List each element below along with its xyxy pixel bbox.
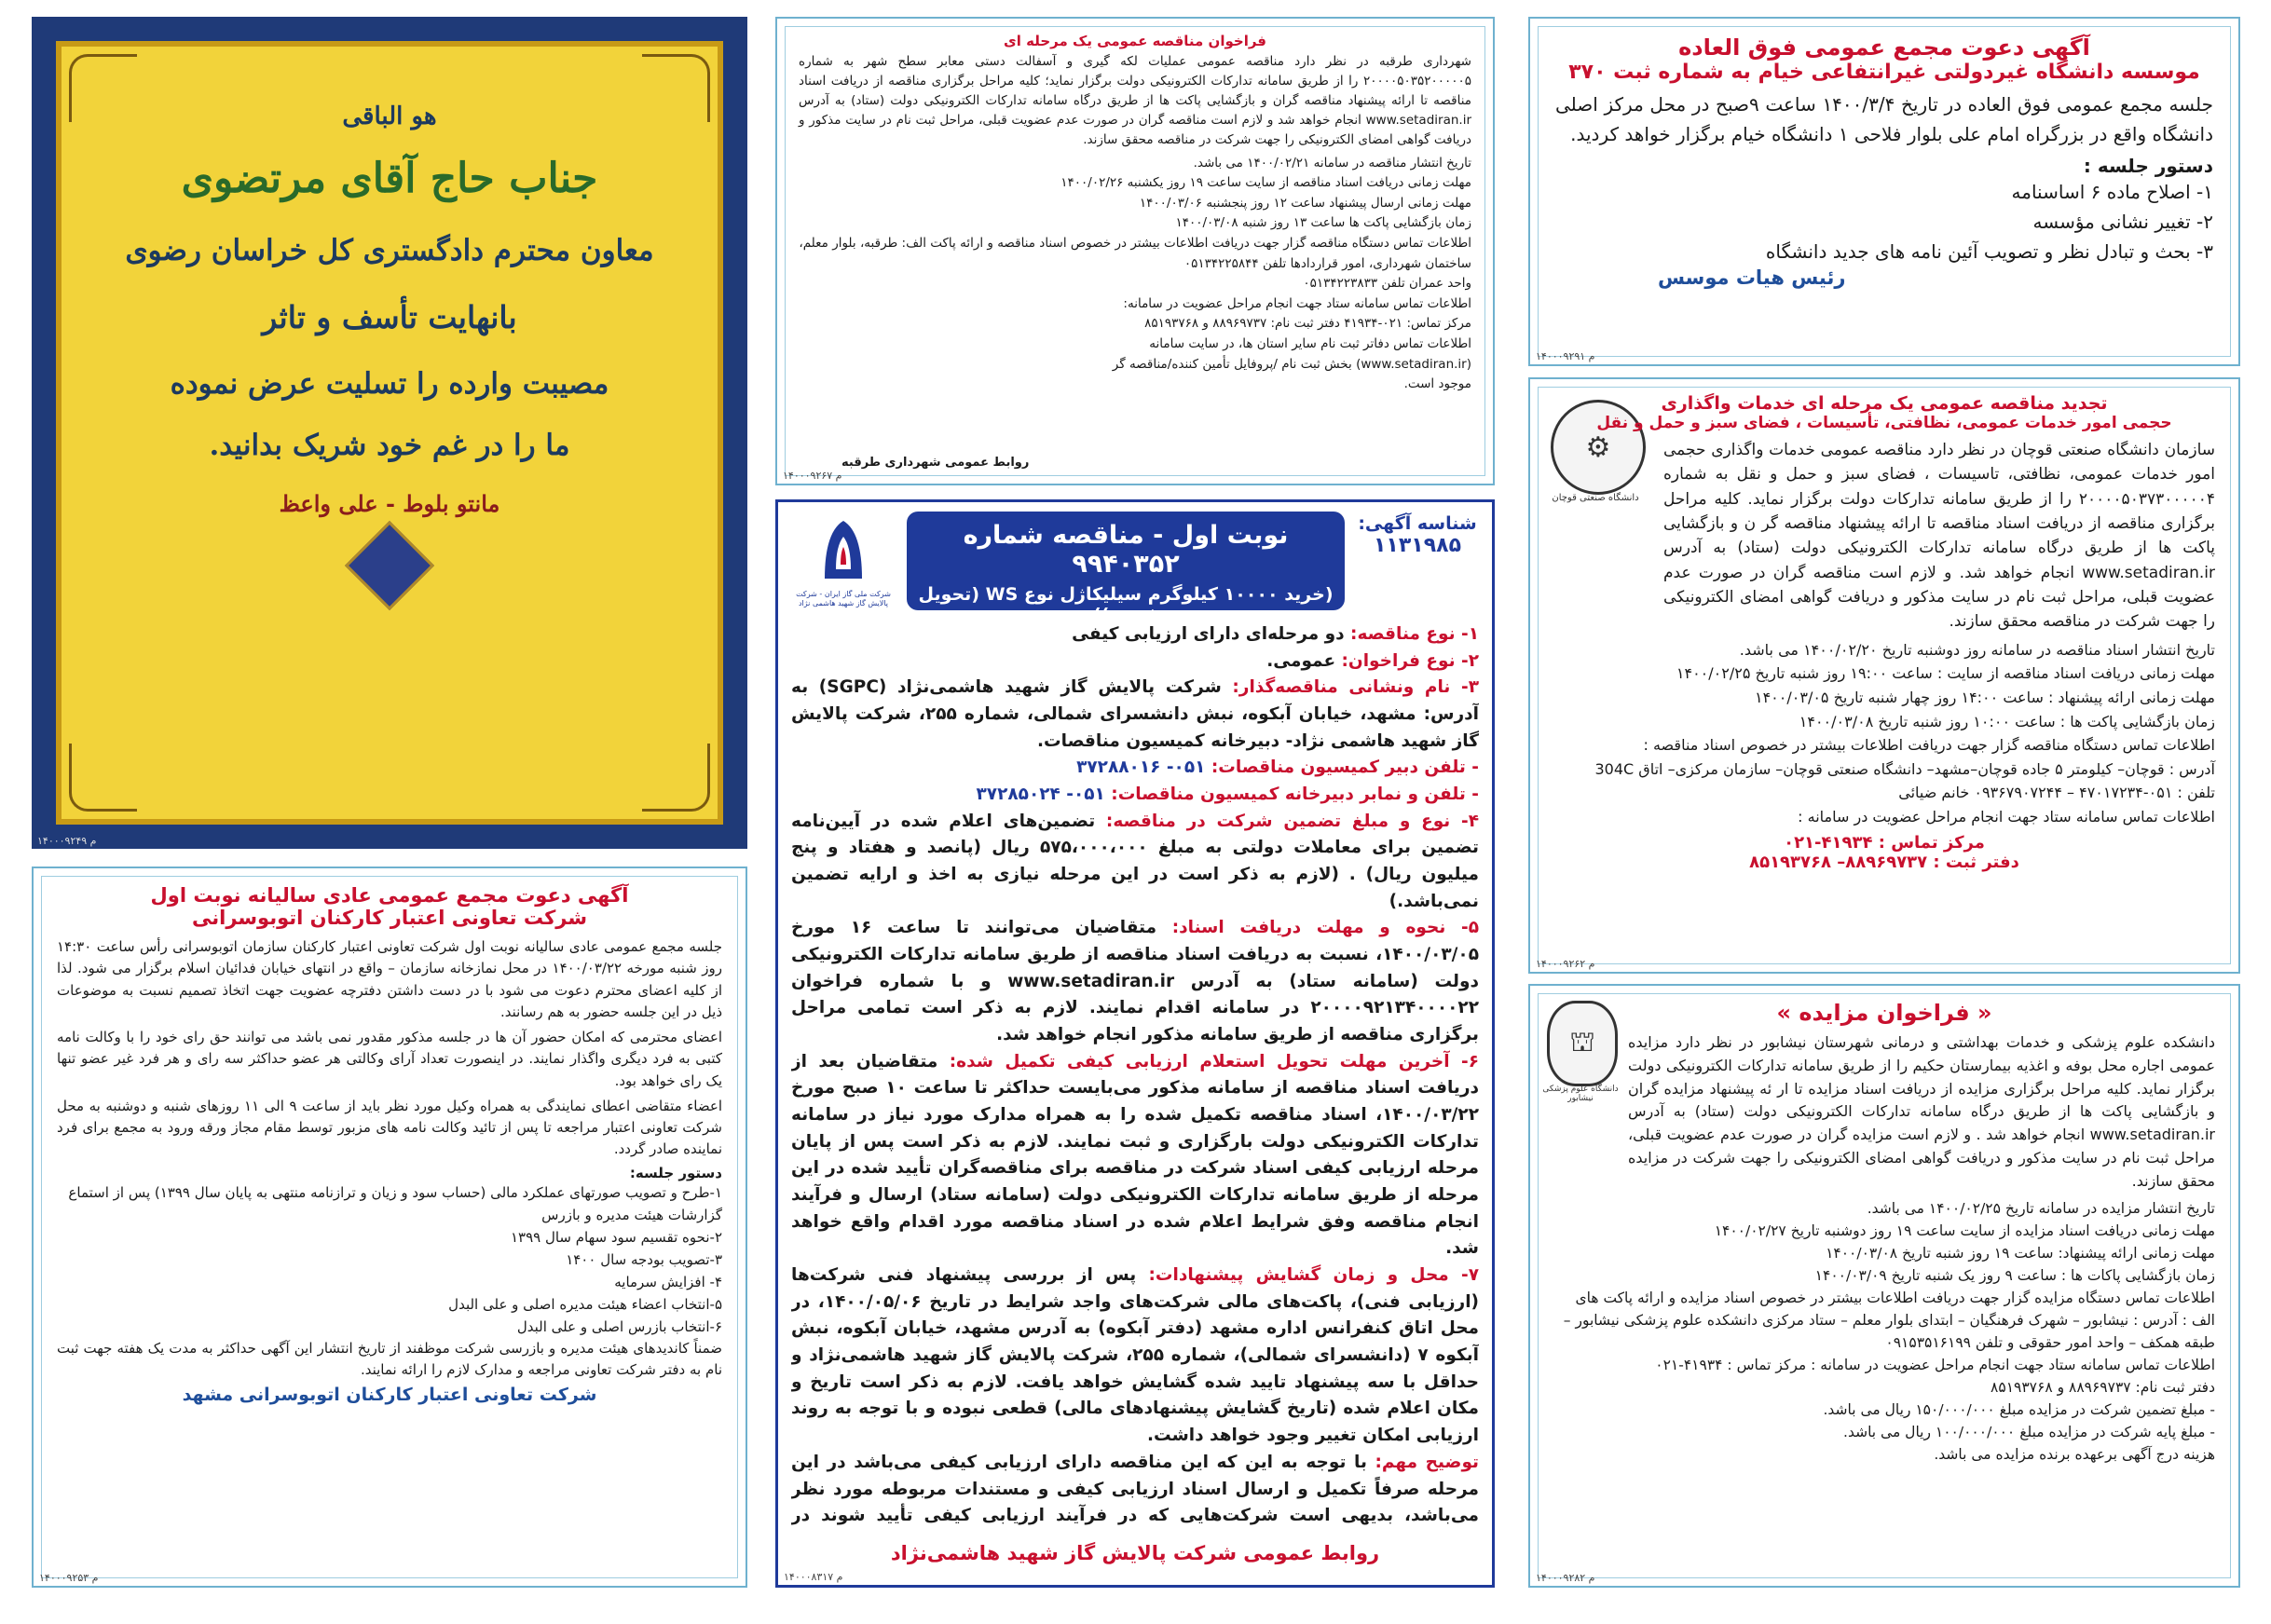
ad-line: اطلاعات تماس سامانه ستاد جهت انجام مراحل عضویت در سامانه : (1798, 807, 2215, 826)
tender-item: ۷- محل و زمان گشایش پیشنهادات: پس از بررسی پیشنهاد فنی شرکت‌ها (ارزیابی فنی)، پاکت‌های مالی شرکت‌های واجد شرایط در تاریخ ۱۴۰۰/۰۵/۰۶، در محل اتاق کنفرانس اداره مشهد (دفتر آبکوه) به آدرس مشهد، خیابان آبکوه، نبش آبکوه ۷ (دانشسرای شمالی)، شماره ۲۵۵، شرکت پالایش گاز شهید هاشمی‌نژاد و حداقل با سه پیشنهاد تایید شده گشایش خواهد یافت. لازم به ذکر است تاریخ و مکان اعلام شده (تاریخ گشایش پیشنهادهای مالی) قطعی نبوده و با توجه به روند ارزیابی امکان تغییر وجود خواهد داشت. (791, 1265, 1479, 1446)
ad-line: اطلاعات تماس دستگاه مناقصه گزار جهت دریافت اطلاعات بیشتر در خصوص اسناد مناقصه : (1643, 736, 2215, 755)
ad-body: شهرداری طرقبه در نظر دارد مناقصه عمومی عملیات لکه گیری و آسفالت دستی معابر سطح شهر به شماره ۲۰۰۰۰۵۰۳۵۲۰۰۰۰۰۵ را از طریق سامانه تدارکات الکترونیکی دولت برگزار نماید؛ کلیه مراحل برگزاری مناقصه از دریافت اسناد مناقصه تا ارائه پیشنهاد مناقصه گران و بازگشایی پاکت ها از طریق درگاه سامانه تدارکات الکترونیکی دولت (ستاد) به آدرس www.setadiran.ir انجام خواهد شد و لازم است مناقصه گران در صورت عدم عضویت قبلی، مراحل ثبت نام در سایت مذکور و دریافت گواهی امضای الکترونیکی را جهت شرکت در مناقصه محقق سازند. (799, 54, 1471, 147)
ad-title: « فراخوان مزایده » (1776, 1000, 1992, 1026)
gear-logo-icon: ⚙ (1551, 400, 1646, 495)
ad-line: اطلاعات تماس سامانه ستاد جهت انجام مراحل عضویت در سامانه: (1123, 295, 1471, 311)
ad-paragraph: اعضاء متقاضی اعطای نمایندگی به همراه وکیل مورد نظر باید از ساعت ۹ الی ۱۱ روزهای شنبه و دوشنبه به محل شرکت تعاونی اعتبار مراجعه تا پس از تائید وکالت نامه های مزبور توسط مقام مجاز ورقه ورود به مجمع برای فرد نماینده صادر گردد. (57, 1097, 722, 1158)
ornament-corner (642, 54, 710, 122)
ad-line: زمان بازگشایی پاکت ها : ساعت ۱۰:۰۰ روز شنبه تاریخ ۱۴۰۰/۰۳/۰۸ (1799, 712, 2215, 730)
ad-code: ۱۴۰۰۰۸۳۱۷ م (784, 1571, 843, 1583)
ad-code: ۱۴۰۰۰۹۲۹۱ م (1536, 350, 1595, 362)
ad-bus-coop-meeting (32, 867, 747, 1588)
ad-body: جلسه مجمع عمومی فوق العاده در تاریخ ۱۴۰۰/۳/۴ ساعت ۹صبح در محل مرکز اصلی دانشگاه واقع در بزرگراه امام علی بلوار فلاحی ۱ دانشگاه خیام برگزار خواهد کردید. (1555, 93, 2214, 145)
tender-item: ۱- نوع مناقصه: دو مرحله‌ای دارای ارزیابی کیفی (1072, 624, 1479, 644)
logo-caption: دانشگاه صنعتی قوچان (1552, 493, 1639, 503)
tender-item: ۵- نحوه و مهلت دریافت اسناد: متقاضیان می‌توانند تا ساعت ۱۶ مورخ ۱۴۰۰/۰۳/۰۵، نسبت به دریافت اسناد مناقصه از طریق سامانه تدارکات الکترونیکی دولت (سامانه ستاد) به آدرس www.setadiran.ir و با شماره فراخوان ۲۰۰۰۰۹۲۱۳۴۰۰۰۰۲۲ در سامانه اقدام نمایند. لازم به ذکر است تمامی مراحل برگزاری مناقصه از طریق سامانه مذکور انجام خواهد شد. (791, 918, 1479, 1045)
agenda-item: ۵-انتخاب اعضاء هیئت مدیره اصلی و علی البدل (448, 1295, 722, 1313)
ad-code: ۱۴۰۰۰۹۲۴۹ م (37, 835, 97, 847)
ad-subtitle: موسسه دانشگاه غیردولتی غیرانتفاعی خیام به شماره ثبت ۳۷۰ (1568, 61, 2200, 84)
ad-code: ۱۴۰۰۰۹۲۶۷ م (783, 470, 842, 482)
ad-line: آدرس : قوچان– کیلومتر ۵ جاده قوچان–مشهد– دانشگاه صنعتی قوچان– سازمان مرکزی– اتاق 304C (1594, 759, 2215, 778)
ad-title: آگهی دعوت مجمع عمومی فوق العاده (1678, 34, 2090, 61)
ad-line: دفتر ثبت نام: ۸۸۹۶۹۷۳۷ و ۸۵۱۹۳۷۶۸ (1991, 1378, 2215, 1396)
agenda-item: ۴- افزایش سرمایه (614, 1273, 722, 1290)
ad-paragraph: اعضای محترمی که امکان حضور آن ها در جلسه مذکور مقدور نمی باشد می توانند حق رای خود را با وکالت نامه کتبی به فرد دیگری واگذار نمایند. در اینصورت تعداد آرای وکالتی هر عضو حداکثر سه رای و هر فرد غیر عضو تنها یک رای خواهد بود. (57, 1029, 722, 1089)
ad-tarqabe-tender (775, 17, 1495, 485)
ad-title: فراخوان مناقصه عمومی یک مرحله ای (1003, 33, 1266, 49)
tender-item: - تلفن دبیر کمیسیون مناقصات: ۰۵۱- ۳۷۲۸۸۰۱۶ (1076, 757, 1479, 778)
ad-subtitle: حجمی امور خدمات عمومی، نظافتی، تأسیسات ، فضای سبز و حمل و نقل (1596, 414, 2172, 432)
tender-title: نوبت اول - مناقصه شماره ۹۹۴۰۳۵۲ (963, 521, 1289, 579)
signature: روابط عمومی شرکت پالایش گاز شهید هاشمی‌نژاد (890, 1542, 1380, 1564)
agenda-item: ۳-تصویب بودجه سال ۱۴۰۰ (566, 1250, 722, 1268)
contact-line: مرکز تماس : ۴۱۹۳۴-۰۲۱ (1784, 832, 1985, 853)
signature: روابط عمومی شهرداری طرقبه (841, 456, 1030, 470)
notice-id-label: شناسه آگهی: (1358, 513, 1477, 534)
ad-line: مهلت زمانی ارسال پیشنهاد ساعت ۱۲ روز پنجشنبه ۱۴۰۰/۰۳/۰۶ (1139, 195, 1471, 211)
tender-subtitle: (خرید ۱۰۰۰۰ کیلوگرم سیلیکاژل نوع WS (تحویل فوری)) (918, 584, 1334, 625)
agenda-item: ۲-نحوه تقسیم سود سهام سال ۱۳۹۹ (510, 1228, 722, 1246)
tender-item: - تلفن و نمابر دبیرخانه کمیسیون مناقصات: ۰۵۱- ۳۷۲۸۵۰۲۴ (976, 785, 1479, 805)
tender-title-banner (907, 512, 1345, 625)
agenda-item: ۳- بحث و تبادل نظر و تصویب آئین نامه های جدید دانشگاه (1765, 240, 2213, 263)
emblem-icon (345, 521, 434, 610)
ad-line: مهلت زمانی ارائه پیشنهاد : ساعت ۱۴:۰۰ روز چهار شنبه تاریخ ۱۴۰۰/۰۳/۰۵ (1754, 688, 2215, 706)
tender-item: ۶- آخرین مهلت تحویل استعلام ارزیابی کیفی تکمیل شده: متقاضیان بعد از دریافت اسناد مناقصه از سامانه مذکور می‌بایست حداکثر تا ساعت ۱۰ صبح مورخ ۱۴۰۰/۰۳/۲۲، اسناد مناقصه تکمیل شده را به همراه مدارک مورد نیاز در سامانه تدارکات الکترونیکی دولت بارگزاری و ثبت نمایند. لازم به ذکر است پس از پایان مرحله ارزیابی کیفی اسناد شرکت در مناقصه برای مناقصه‌گران تأیید شده در این مرحله از طریق سامانه تدارکات الکترونیکی دولت (سامانه ستاد) ارسال و فرآیند انجام مناقصه وفق شرایط اعلام شده در اسناد مناقصه مورد اقدام واقع خواهد شد. (791, 1051, 1479, 1259)
ad-hasheminejad-tender (775, 499, 1495, 1588)
ad-line: اطلاعات تماس سامانه ستاد جهت انجام مراحل عضویت در سامانه : مرکز تماس : ۴۱۹۳۴-۰۲۱ (1655, 1356, 2215, 1373)
agenda-item: ۲- تغییر نشانی مؤسسه (2032, 211, 2213, 233)
notice-id-value: ۱۱۳۱۹۸۵ (1374, 534, 1461, 557)
signature: رئیس هیات موسس (1658, 266, 1846, 289)
ornament-corner (69, 54, 137, 122)
ornament-corner (69, 744, 137, 812)
ad-line: تاریخ انتشار مناقصه در سامانه ۱۴۰۰/۰۲/۲۱ می باشد. (1193, 155, 1471, 171)
signature: شرکت تعاونی اعتبار کارکنان اتوبوسرانی مشهد (182, 1385, 597, 1405)
contact-line: دفتر ثبت : ۸۸۹۶۹۷۳۷– ۸۵۱۹۳۷۶۸ (1749, 852, 2019, 872)
ad-line: اطلاعات تماس دستگاه مناقصه گزار جهت دریافت اطلاعات بیشتر در خصوص اسناد مناقصه و ارائه پاکت الف: طرقبه، بلوار معلم، ساختمان شهرداری، امور قراردادها تلفن ۰۵۱۳۴۲۲۵۸۴۴ (799, 235, 1471, 271)
ornament-corner (642, 744, 710, 812)
nigc-logo-icon (797, 513, 890, 588)
ad-code: ۱۴۰۰۰۹۲۸۲ م (1536, 1572, 1595, 1584)
ad-khayyam-meeting (1528, 17, 2240, 366)
ad-line: زمان بازگشایی پاکات ها : ساعت ۹ روز یک شنبه تاریخ ۱۴۰۰/۰۳/۰۹ (1814, 1266, 2215, 1284)
tender-item: ۲- نوع فراخوان: عمومی. (1266, 650, 1479, 671)
condolence-line: معاون محترم دادگستری کل خراسان رضوی (125, 234, 654, 267)
ad-line: تلفن : ۰۵۱-۴۷۰۱۷۲۳۴ – ۰۹۳۶۷۹۰۷۲۴۴ خانم ضیائی (1898, 784, 2215, 802)
condolence-ad (32, 17, 747, 849)
ad-line: زمان بازگشایی پاکت ها ساعت ۱۳ روز شنبه ۱۴۰۰/۰۳/۰۸ (1175, 215, 1471, 231)
ad-line: اطلاعات تماس دفاتر ثبت نام سایر استان ها، در سایت سامانه (www.setadiran.ir) بخش ثبت نام /پروفایل تأمین کننده/مناقصه گر موجود است. (1112, 335, 1471, 392)
ad-line: مهلت زمانی دریافت اسناد مزایده از سایت ساعت ۱۹ روز دوشنبه تاریخ ۱۴۰۰/۰۲/۲۷ (1714, 1221, 2215, 1239)
university-logo-icon: ⛫ (1547, 1001, 1618, 1086)
ad-code: ۱۴۰۰۰۹۲۵۳ م (39, 1572, 99, 1584)
ad-line: هزینه درج آگهی برعهده برنده مزایده می باشد. (1934, 1445, 2215, 1463)
agenda-title: دستور جلسه : (2083, 155, 2213, 177)
condolence-line: بانهایت تأسف و تاثر (262, 299, 517, 335)
ad-qouchan-tender (1528, 377, 2240, 974)
condolence-name: جناب حاج آقای مرتضوی (181, 155, 598, 202)
ad-line: واحد عمران تلفن ۰۵۱۳۴۲۲۳۸۳۳ (1303, 276, 1471, 292)
ad-line: تاریخ انتشار اسناد مناقصه در سامانه روز دوشنبه تاریخ ۱۴۰۰/۰۲/۲۰ می باشد. (1739, 640, 2215, 659)
ad-line: مهلت زمانی دریافت اسناد مناقصه از سایت : ساعت ۱۹:۰۰ روز شنبه تاریخ ۱۴۰۰/۰۲/۲۵ (1676, 664, 2215, 683)
ad-body: دانشکده علوم پزشکی و خدمات بهداشتی و درمانی شهرستان نیشابور در نظر دارد مزایده عمومی اجاره محل بوفه و اغذیه بیمارستان حکیم را از طریق سامانه تدارکات الکترونیکی دولت برگزار نماید. کلیه مراحل برگزاری مزایده از دریافت اسناد مزایده تا ار ئه پیشنهاد مزایده گران و بازگشایی پاکت ها از طریق درگاه سامانه تدارکات الکترونیکی دولت (ستاد) به آدرس www.setadiran.ir انجام خواهد شد . و لازم است مزایده گران در صورت عدم عضویت قبلی، مراحل ثبت نام در سایت مذکور و دریافت گواهی امضای الکترونیکی را جهت شرکت در مزایده محقق سازند. (1628, 1033, 2215, 1190)
tender-item: ۳- نام ونشانی مناقصه‌گذار: شرکت پالایش گاز شهید هاشمی‌نژاد (SGPC) به آدرس: مشهد، خیابان آبکوه، نبش دانشسرای شمالی، شماره ۲۵۵، شرکت پالایش گاز شهید هاشمی نژاد- دبیرخانه کمیسیون مناقصات. (791, 677, 1479, 751)
ad-line: مهلت زمانی دریافت اسناد مناقصه از سایت ساعت ۱۹ روز یکشنبه ۱۴۰۰/۰۲/۲۶ (1060, 175, 1471, 191)
ad-body: سازمان دانشگاه صنعتی قوچان در نظر دارد مناقصه عمومی خدمات واگذاری حجمی امور خدمات عمومی، نظافتی، تاسیسات ، فضای سبز و حمل و نقل به شماره ۲۰۰۰۰۵۰۳۷۳۰۰۰۰۰۴ را از طریق سامانه تدارکات دولت برگزار نماید. کلیه مراحل برگزاری مناقصه از دریافت اسناد مناقصه تا ارائه پیشنهاد مناقصه گر ن و بازگشایی پاکت ها از طریق درگاه سامانه تدارکات الکترونیکی دولت (ستاد) به آدرس www.setadiran.ir انجام خواهد شد. و لازم است مناقصه گران در صورت عدم عضویت قبلی، مراحل ثبت نام در سایت مذکور و دریافت گواهی امضای الکترونیکی را جهت شرکت در مناقصه محقق سازند. (1663, 441, 2215, 632)
ad-title: آگهی دعوت مجمع عمومی عادی سالیانه نوبت اول (150, 884, 629, 907)
condolence-top: هو الباقی (342, 102, 437, 130)
condolence-line: مصیبت وارده را تسلیت عرض نموده (170, 367, 609, 401)
ad-line: تاریخ انتشار مزایده در سامانه تاریخ ۱۴۰۰/۰۲/۲۵ می باشد. (1867, 1199, 2215, 1217)
agenda-item: ۱-طرح و تصویب صورتهای عملکرد مالی (حساب سود و زیان و ترازنامه منتهی به پایان سال ۱۳۹۹) پس از استماع گزارشات هیئت مدیره و بازرس (68, 1183, 722, 1223)
ad-line: اطلاعات تماس دستگاه مزایده گزار جهت دریافت اطلاعات بیشتر در خصوص اسناد مزایده و ارائه پاکت های الف : آدرس : نیشابور – شهرک فرهنگیان – ابتدای بلوار معلم – ستاد مرکزی دانشکده علوم پزشکی نیشابور –طبقه همکف – واحد امور حقوقی و تلفن ۰۹۱۵۳۵۱۶۱۹۹ (1563, 1289, 2215, 1351)
ad-line: مرکز تماس: ۰۲۱-۴۱۹۳۴ دفتر ثبت نام: ۸۸۹۶۹۷۳۷ و ۸۵۱۹۳۷۶۸ (1144, 316, 1471, 332)
ad-line: - مبلغ تضمین شرکت در مزایده مبلغ ۱۵۰/۰۰۰/۰۰۰ ریال می باشد. (1823, 1400, 2215, 1418)
logo-caption: دانشگاه علوم پزشکی نیشابور (1542, 1085, 1619, 1103)
ad-line: مهلت زمانی ارائه پیشنهاد: ساعت ۱۹ روز شنبه تاریخ ۱۴۰۰/۰۳/۰۸ (1826, 1244, 2215, 1262)
ad-subtitle: شرکت تعاونی اعتبار کارکنان اتوبوسرانی (192, 907, 587, 929)
condolence-line: ما را در غم خود شریک بدانید. (209, 429, 570, 462)
logo-caption: شرکت ملی گاز ایران - شرکت پالایش گاز شهید هاشمی نژاد (796, 590, 891, 608)
ad-paragraph: جلسه مجمع عمومی عادی سالیانه نوبت اول شرکت تعاونی اعتبار کارکنان سازمان اتوبوسرانی رأس ساعت ۱۴:۳۰ روز شنبه مورخه ۱۴۰۰/۰۳/۲۲ در محل نمازخانه سازمان – واقع در انتهای خیابان فدائیان اسلام برگزار می شود. لذا از کلیه اعضای محترم دعوت می شود با در دست داشتن دفترچه عضویت جهت اتخاذ تصمیم نسبت به موضوعات ذیل در این جلسه حضور به هم رسانند. (57, 938, 722, 1020)
condolence-signers: مانتو بلوط - علی واعظ (279, 490, 500, 517)
agenda-title: دستور جلسه: (629, 1164, 722, 1181)
ad-neyshabur-auction (1528, 984, 2240, 1588)
tender-item: توضیح مهم: با توجه به این که این مناقصه دارای ارزیابی کیفی می‌باشد در این مرحله صرفاً تکمیل و ارسال اسناد ارزیابی کیفی و مستندات مربوطه مورد نظر می‌باشد، بدیهی است شرکت‌هایی که در فرآیند ارزیابی کیفی تأیید شوند در (791, 1452, 1479, 1526)
agenda-item: ۱- اصلاح ماده ۶ اساسنامه (2011, 181, 2213, 203)
ad-title: تجدید مناقصه عمومی یک مرحله ای خدمات واگذاری (1661, 393, 2108, 414)
tender-item: ۴- نوع و مبلغ تضمین شرکت در مناقصه: تضمین‌های اعلام شده در آیین‌نامه تضمین برای معاملات دولتی به مبلغ ۵۷۵،۰۰۰،۰۰۰ ریال (پانصد و هفتاد و پنج میلیون ریال) . (لازم به ذکر است در این مرحله نیازی به اخذ و ارایه تضمین نمی‌باشد.) (791, 811, 1479, 911)
ad-line: - مبلغ پایه شرکت در مزایده مبلغ ۱۰۰/۰۰۰/۰۰۰ ریال می باشد. (1843, 1423, 2215, 1440)
ad-note: ضمناً کاندیدهای هیئت مدیره و بازرسی شرکت موظفند از تاریخ انتشار این آگهی حداکثر به مدت یک هفته جهت ثبت نام به دفتر شرکت تعاونی مراجعه و مدارک لازم را ارائه نمایند. (57, 1339, 722, 1378)
agenda-item: ۶-انتخاب بازرس اصلی و علی البدل (516, 1317, 722, 1335)
ad-code: ۱۴۰۰۰۹۲۶۲ م (1536, 958, 1595, 970)
